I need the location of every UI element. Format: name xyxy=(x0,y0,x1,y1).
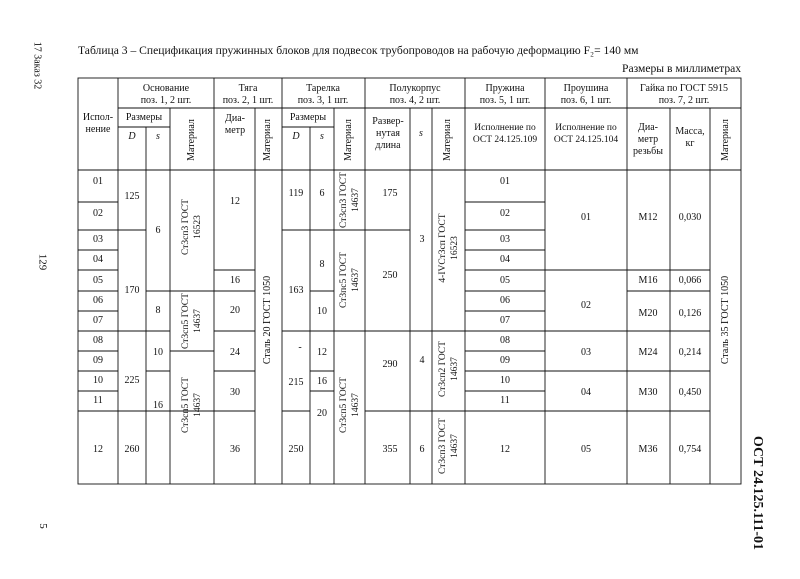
proushina-isp: 05 xyxy=(581,444,591,455)
sheet-number: 5 xyxy=(36,523,49,529)
header-tarelka-D: D xyxy=(292,131,300,142)
tarelka-s: 20 xyxy=(317,408,327,419)
header-osnovanie-material: Материал xyxy=(186,119,197,161)
header-pruzhina: Пружина xyxy=(485,83,525,94)
pruzhina-isp: 11 xyxy=(500,395,510,406)
pruzhina-isp: 07 xyxy=(500,315,510,326)
header-tyaga-pos: поз. 2, 1 шт. xyxy=(222,95,274,106)
header-razvernutaya: Развер-нутая длина xyxy=(372,116,404,151)
row-ispolnenie: 06 xyxy=(93,295,103,306)
gayka-massa: 0,450 xyxy=(678,387,702,398)
tyaga-material: Сталь 20 ГОСТ 1050 xyxy=(262,275,273,365)
pruzhina-isp: 03 xyxy=(500,234,510,245)
standard-designation: ОСТ 24.125.111-01 xyxy=(750,435,766,551)
proushina-isp: 02 xyxy=(581,300,591,311)
tarelka-D: 215 xyxy=(288,377,304,388)
tarelka-s: 10 xyxy=(317,306,327,317)
osnovanie-D: 260 xyxy=(124,444,140,455)
header-gayka-massa: Масса, кг xyxy=(675,126,705,149)
header-proushina: Проушина xyxy=(563,83,609,94)
tarelka-s: 6 xyxy=(319,188,325,199)
header-tarelka-pos: поз. 3, 1 шт. xyxy=(297,95,349,106)
tyaga-diameter: 30 xyxy=(230,387,240,398)
tarelka-s: 8 xyxy=(319,259,325,270)
proushina-isp: 04 xyxy=(581,387,591,398)
osnovanie-D: 170 xyxy=(124,285,140,296)
row-ispolnenie: 05 xyxy=(93,275,103,286)
row-ispolnenie: 10 xyxy=(93,375,103,386)
header-gayka: Гайка по ГОСТ 5915 xyxy=(640,83,728,94)
row-ispolnenie: 03 xyxy=(93,234,103,245)
polukorpus-length: 175 xyxy=(382,188,398,199)
header-gayka-material: Материал xyxy=(720,119,731,161)
header-tarelka-s: s xyxy=(320,131,324,142)
header-gayka-pos: поз. 7, 2 шт. xyxy=(658,95,710,106)
header-polukorpus-material: Материал xyxy=(442,119,453,161)
pruzhina-isp: 01 xyxy=(500,176,510,187)
tarelka-s: 12 xyxy=(317,347,327,358)
polukorpus-material: 4-IVСт3сп ГОСТ 16523 xyxy=(438,213,460,283)
tyaga-diameter: 20 xyxy=(230,305,240,316)
page-number: 129 xyxy=(36,253,49,271)
pruzhina-isp: 04 xyxy=(500,254,510,265)
header-pruzhina-pos: поз. 5, 1 шт. xyxy=(479,95,531,106)
osnovanie-s: 10 xyxy=(153,347,163,358)
tarelka-material: Ст3пс5 ГОСТ 14637 xyxy=(339,252,361,308)
gayka-massa: 0,754 xyxy=(678,444,702,455)
row-ispolnenie: 04 xyxy=(93,254,103,265)
gayka-material: Сталь 35 ГОСТ 1050 xyxy=(720,275,731,365)
gayka-rezba: М20 xyxy=(638,308,658,319)
pruzhina-isp: 08 xyxy=(500,335,510,346)
osnovanie-material: Ст3сп5 ГОСТ 14637 xyxy=(181,293,203,349)
tyaga-diameter: 24 xyxy=(230,347,240,358)
header-osnovanie-D: D xyxy=(128,131,136,142)
row-ispolnenie: 01 xyxy=(93,176,103,187)
header-tarelka-material: Материал xyxy=(343,119,354,161)
tyaga-diameter: 12 xyxy=(230,196,240,207)
polukorpus-material: Ст3сп3 ГОСТ 14637 xyxy=(438,418,460,474)
pruzhina-isp: 09 xyxy=(500,355,510,366)
gayka-rezba: М24 xyxy=(638,347,658,358)
tarelka-D: 250 xyxy=(288,444,304,455)
header-ispolnenie: Испол-нение xyxy=(82,112,114,135)
proushina-isp: 01 xyxy=(581,212,591,223)
osnovanie-s: 16 xyxy=(153,400,163,411)
gayka-massa: 0,030 xyxy=(678,212,702,223)
gayka-rezba: М36 xyxy=(638,444,658,455)
row-ispolnenie: 02 xyxy=(93,208,103,219)
tarelka-material: Ст3сп5 ГОСТ 14637 xyxy=(339,377,361,433)
margin-order-note: 17 Заказ 32 xyxy=(31,41,43,90)
header-proushina-pos: поз. 6, 1 шт. xyxy=(560,95,612,106)
gayka-rezba: М30 xyxy=(638,387,658,398)
gayka-massa: 0,126 xyxy=(678,308,702,319)
polukorpus-length: 355 xyxy=(382,444,398,455)
header-tyaga-diametr: Диа-метр xyxy=(224,113,246,136)
header-proushina-isp: Исполнение по ОСТ 24.125.104 xyxy=(553,123,619,145)
polukorpus-length: 290 xyxy=(382,359,398,370)
polukorpus-s: 4 xyxy=(419,355,425,366)
table-title: Таблица 3 – Спецификация пружинных блоков для подвесок трубопроводов на рабочую деформацию F₂= 140 мм xyxy=(78,44,639,57)
osnovanie-D: 225 xyxy=(124,375,140,386)
header-gayka-rezba: Диа-метр резьбы xyxy=(633,122,663,157)
tarelka-material: Ст3сп3 ГОСТ 14637 xyxy=(339,172,361,228)
tarelka-s: 16 xyxy=(317,376,327,387)
row-ispolnenie: 12 xyxy=(93,444,103,455)
header-tarelka: Тарелка xyxy=(306,83,340,94)
polukorpus-material: Ст3сп2 ГОСТ 14637 xyxy=(438,341,460,397)
header-pruzhina-isp: Исполнение по ОСТ 24.125.109 xyxy=(472,123,538,145)
osnovanie-material: Ст3сп5 ГОСТ 14637 xyxy=(181,377,203,433)
tarelka-D: 119 xyxy=(288,188,304,199)
pruzhina-isp: 02 xyxy=(500,208,510,219)
units-note: Размеры в миллиметрах xyxy=(622,62,742,75)
osnovanie-material: Ст3сп3 ГОСТ 16523 xyxy=(181,199,203,255)
tarelka-D: 163 xyxy=(288,285,304,296)
osnovanie-s: 8 xyxy=(155,305,161,316)
row-ispolnenie: 09 xyxy=(93,355,103,366)
osnovanie-D: 125 xyxy=(124,191,140,202)
pruzhina-isp: 06 xyxy=(500,295,510,306)
tarelka-D: - xyxy=(298,342,302,353)
header-polukorpus-s: s xyxy=(419,128,423,139)
header-osnovanie-pos: поз. 1, 2 шт. xyxy=(140,95,192,106)
header-polukorpus: Полукорпус xyxy=(389,83,441,94)
header-tyaga-material: Материал xyxy=(262,119,273,161)
row-ispolnenie: 08 xyxy=(93,335,103,346)
tyaga-diameter: 16 xyxy=(230,275,240,286)
header-osnovanie-s: s xyxy=(156,131,160,142)
gayka-massa: 0,066 xyxy=(678,275,702,286)
row-ispolnenie: 07 xyxy=(93,315,103,326)
pruzhina-isp: 10 xyxy=(500,375,510,386)
header-osnovanie: Основание xyxy=(142,83,190,94)
pruzhina-isp: 05 xyxy=(500,275,510,286)
tyaga-diameter: 36 xyxy=(230,444,240,455)
polukorpus-length: 250 xyxy=(382,270,398,281)
gayka-massa: 0,214 xyxy=(678,347,702,358)
proushina-isp: 03 xyxy=(581,347,591,358)
polukorpus-s: 6 xyxy=(419,444,425,455)
row-ispolnenie: 11 xyxy=(93,395,103,406)
header-tarelka-razmery: Размеры xyxy=(289,112,327,123)
gayka-rezba: М12 xyxy=(638,212,658,223)
pruzhina-isp: 12 xyxy=(500,444,510,455)
osnovanie-s: 6 xyxy=(155,225,161,236)
gayka-rezba: М16 xyxy=(638,275,658,286)
header-polukorpus-pos: поз. 4, 2 шт. xyxy=(389,95,441,106)
header-tyaga: Тяга xyxy=(238,83,258,94)
header-osnovanie-razmery: Размеры xyxy=(125,112,163,123)
polukorpus-s: 3 xyxy=(419,234,425,245)
